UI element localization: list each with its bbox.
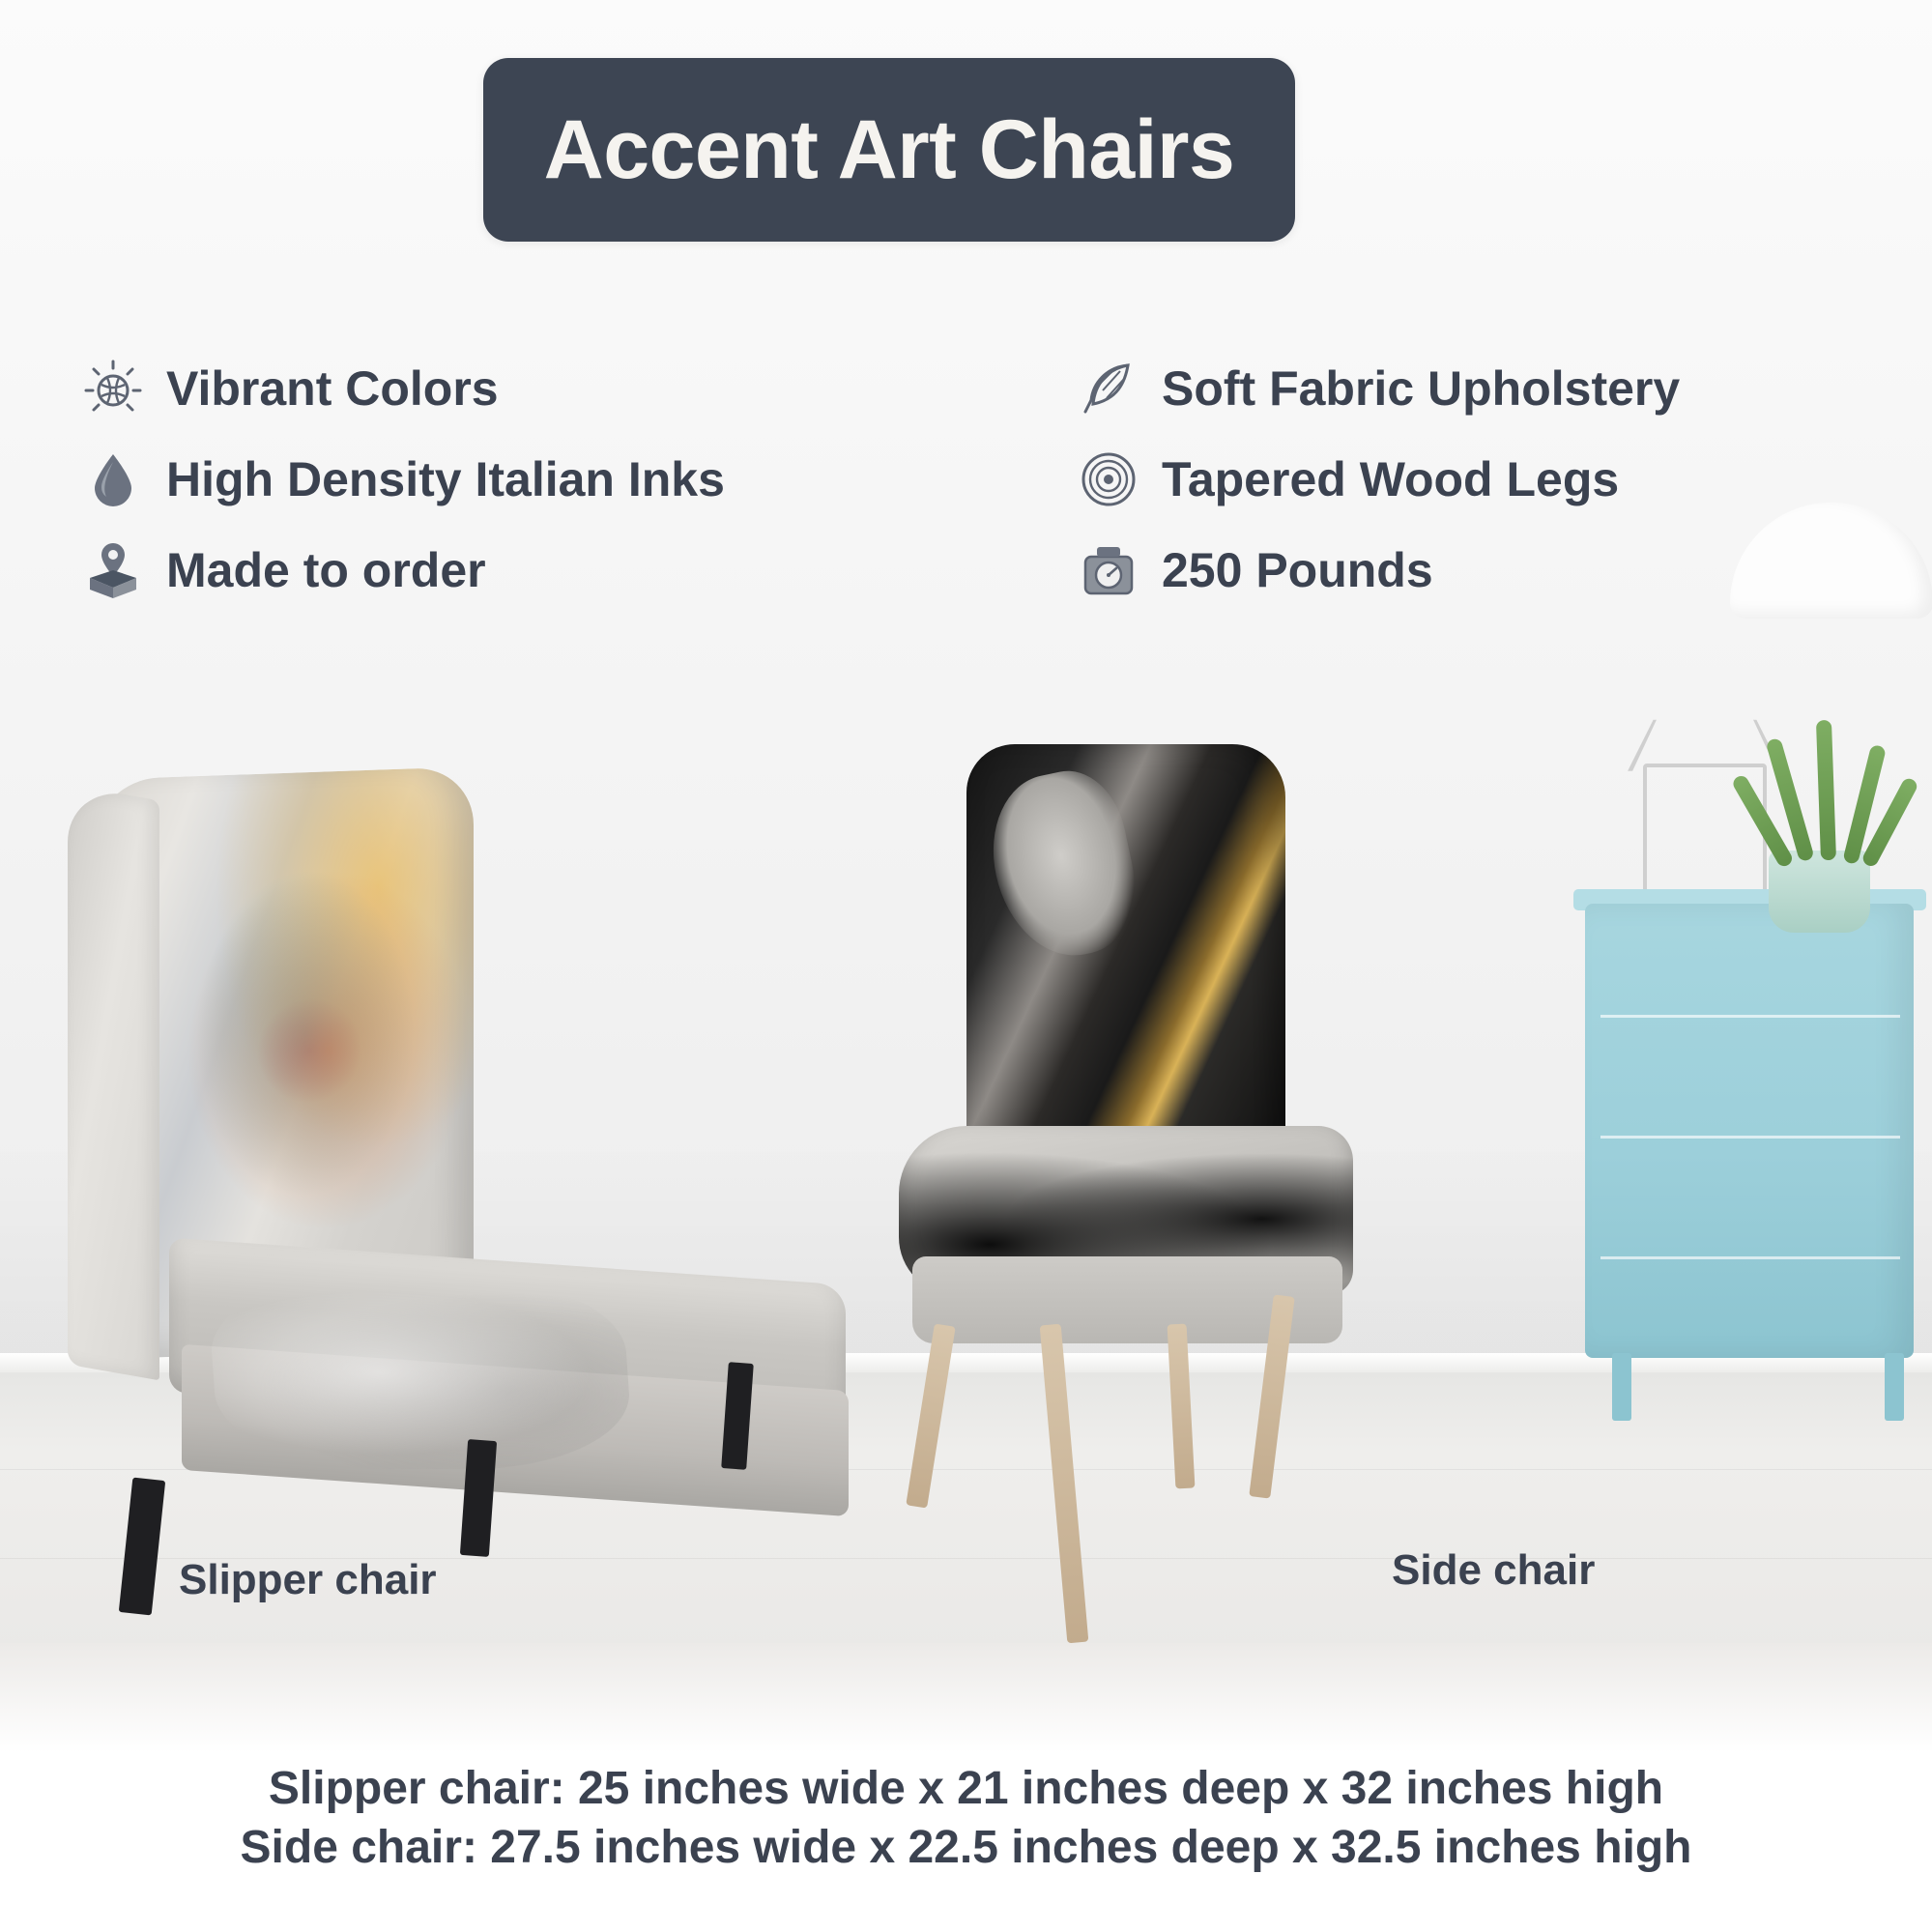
feature-label: 250 Pounds [1162,543,1433,597]
wood-ring-icon [1073,444,1144,515]
feature-item [1073,343,1680,434]
made-to-order-box-icon [77,534,149,606]
dresser-drawer-line [1600,1015,1900,1018]
ink-drop-icon [77,444,149,515]
dresser-leg [1612,1353,1631,1421]
feature-column-left [77,343,725,616]
feature-label: Soft Fabric Upholstery [1162,361,1681,416]
feature-label: Vibrant Colors [166,361,499,416]
page-title: Accent Art Chairs [543,103,1235,196]
dresser-drawer-line [1600,1136,1900,1139]
feature-label: High Density Italian Inks [166,452,725,506]
feature-label: Made to order [166,543,486,597]
feature-item [1073,525,1680,616]
dresser-drawer-line [1600,1256,1900,1259]
side-chair-caption: Side chair [1392,1546,1596,1594]
title-badge [483,58,1295,242]
dresser [1585,904,1914,1358]
dimensions-line: Side chair: 27.5 inches wide x 22.5 inches deep x 32.5 inches high [240,1822,1692,1874]
dresser-leg [1885,1353,1904,1421]
slipper-chair-back-side [68,785,159,1381]
slipper-chair-caption: Slipper chair [179,1556,437,1603]
feature-list [0,343,1932,633]
feather-icon [1073,353,1144,424]
dimensions-line: Slipper chair: 25 inches wide x 21 inches deep x 32 inches high [268,1763,1664,1814]
yarn-ball-icon [77,353,149,424]
slipper-chair-art-pattern [207,1276,635,1469]
feature-item [1073,434,1680,525]
feature-column-right [1073,343,1680,616]
feature-item [77,525,725,616]
dimensions-block [0,1759,1932,1878]
weight-scale-icon [1073,534,1144,606]
feature-item [77,343,725,434]
feature-item [77,434,725,525]
feature-label: Tapered Wood Legs [1162,452,1620,506]
